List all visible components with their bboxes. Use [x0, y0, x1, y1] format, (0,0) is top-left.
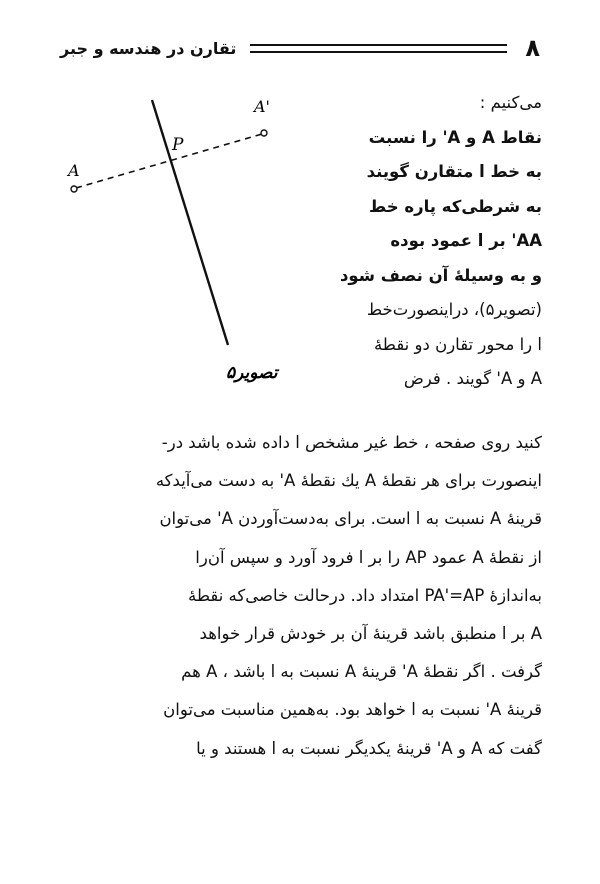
side-paragraph — [314, 86, 542, 397]
point-a-prime-label: A' — [254, 97, 270, 116]
side-line: AA' بر l عمود بوده — [390, 231, 542, 250]
side-line: می‌کنیم : — [479, 93, 542, 112]
side-line: به خط l متقارن گویند — [366, 162, 542, 181]
side-line: و به وسیلهٔ آن نصف شود — [339, 265, 542, 285]
page-number: ۸ — [525, 34, 540, 62]
body-line: A بر l منطبق باشد قرینهٔ آن بر خودش قرار خواهد — [199, 624, 542, 644]
body-line: قرینهٔ A نسبت به l است. برای به‌دست‌آوردن A' می‌توان — [159, 509, 542, 529]
figure-caption: تصویر۵ — [226, 363, 278, 383]
body-line: اینصورت برای هر نقطهٔ A یك نقطهٔ A' به دست می‌آید‌که — [155, 471, 542, 491]
axis-line-l — [152, 100, 228, 345]
header-rule — [250, 44, 507, 53]
running-title: تقارن در هندسه و جبر — [60, 38, 237, 58]
body-paragraph — [58, 424, 542, 768]
point-a-label: A — [68, 161, 80, 180]
body-line: گفت که A و A' قرینهٔ یکدیگر نسبت به l هستند و یا — [196, 738, 542, 758]
symmetry-figure — [60, 90, 300, 410]
segment-a-a-prime — [76, 134, 262, 188]
side-line: A و A' گویند . فرض — [403, 369, 542, 388]
body-line: گرفت . اگر نقطهٔ A' قرینهٔ A نسبت به l باشد ، A هم — [181, 662, 542, 682]
body-line: از نقطهٔ A عمود AP را بر l فرود آورد و سپس آن‌را — [195, 547, 542, 567]
body-line: کنید روی صفحه ، خط غیر مشخص l داده شده باشد در- — [161, 433, 542, 452]
side-line: نقاط A و A' را نسبت — [368, 127, 542, 147]
body-line: قرینهٔ A' نسبت به l خواهد بود. به‌همین مناسبت می‌توان — [163, 700, 542, 720]
side-line: به شرطی‌که پاره خط — [369, 196, 542, 216]
point-a-marker — [71, 186, 77, 192]
side-line: (تصویر۵)، دراینصورت‌خط — [366, 300, 542, 319]
side-line: l را محور تقارن دو نقطهٔ — [373, 334, 542, 354]
point-p-label: P — [172, 135, 184, 155]
body-line: به‌اندازهٔ PA'=AP امتداد داد. درحالت خاصی‌که نقطهٔ — [187, 585, 542, 605]
page-header — [60, 30, 540, 66]
point-a-prime-marker — [261, 130, 267, 136]
